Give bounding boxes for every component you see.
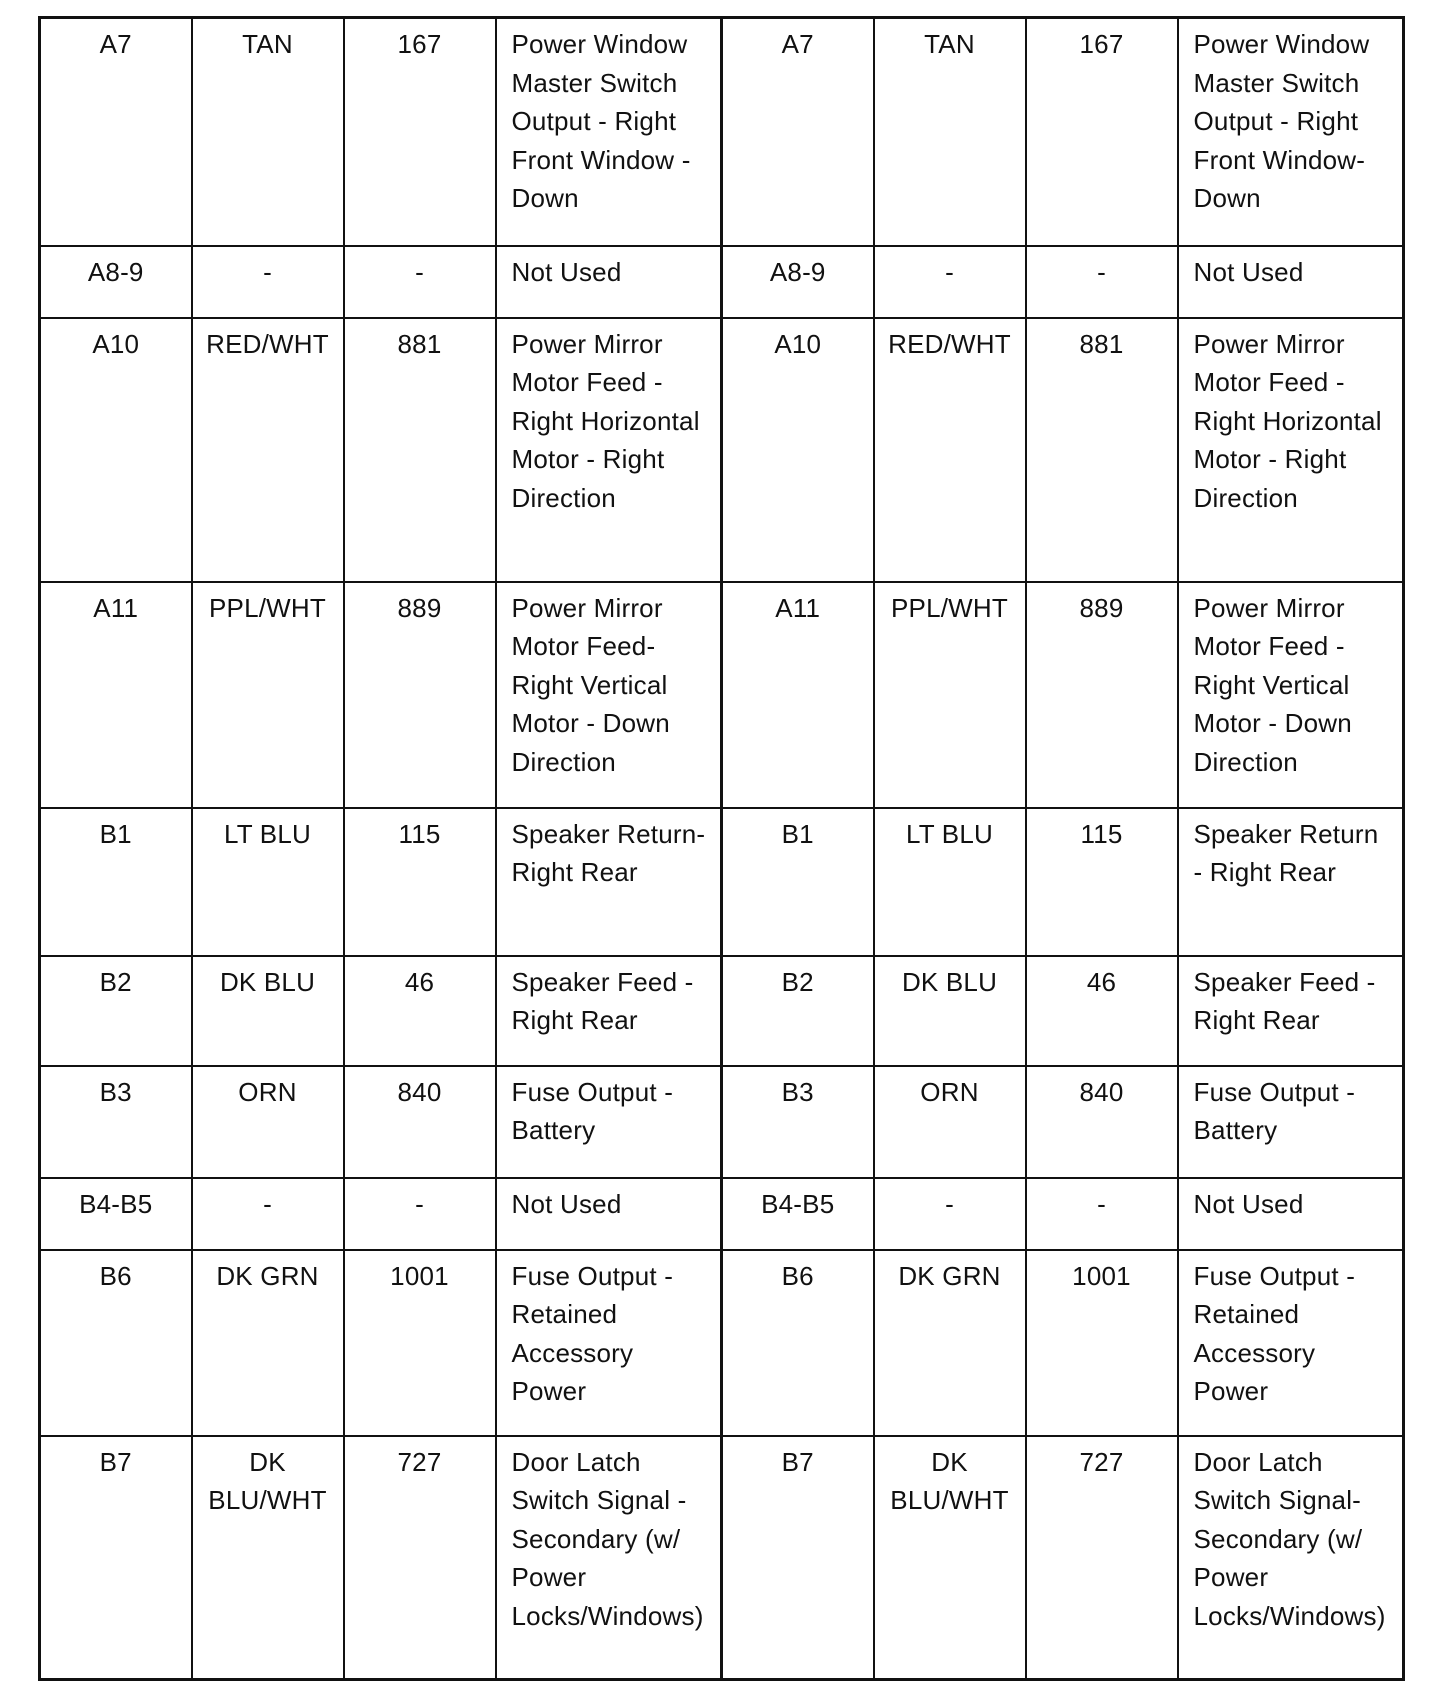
circuit-cell: 167 [344, 18, 496, 246]
cavity-cell: B1 [40, 808, 192, 956]
circuit-cell: 1001 [344, 1250, 496, 1436]
cavity-cell: B6 [722, 1250, 874, 1436]
wire-color-cell: DK BLU [192, 956, 344, 1066]
wire-color-cell: - [192, 1178, 344, 1250]
function-cell: Speaker Return- Right Rear [496, 808, 722, 956]
cavity-cell: B7 [40, 1436, 192, 1680]
function-cell: Speaker Feed - Right Rear [1178, 956, 1404, 1066]
function-cell: Door Latch Switch Signal - Secondary (w/ Power Locks/Windows) [496, 1436, 722, 1680]
function-cell: Fuse Output - Battery [496, 1066, 722, 1178]
circuit-cell: - [1026, 1178, 1178, 1250]
table-row [40, 1436, 1404, 1680]
table-row [40, 1178, 1404, 1250]
connector-pinout-table [38, 16, 1405, 1681]
function-cell: Power Mirror Motor Feed - Right Vertical Motor - Down Direction [1178, 582, 1404, 808]
wire-color-cell: ORN [874, 1066, 1026, 1178]
function-cell: Fuse Output - Retained Accessory Power [496, 1250, 722, 1436]
wire-color-cell: DK BLU/WHT [874, 1436, 1026, 1680]
cavity-cell: B1 [722, 808, 874, 956]
circuit-cell: 727 [344, 1436, 496, 1680]
function-cell: Not Used [1178, 246, 1404, 318]
function-cell: Door Latch Switch Signal- Secondary (w/ Power Locks/Windows) [1178, 1436, 1404, 1680]
cavity-cell: A11 [40, 582, 192, 808]
circuit-cell: - [344, 246, 496, 318]
circuit-cell: 881 [344, 318, 496, 582]
function-cell: Speaker Feed - Right Rear [496, 956, 722, 1066]
cavity-cell: A7 [722, 18, 874, 246]
cavity-cell: B3 [40, 1066, 192, 1178]
circuit-cell: 727 [1026, 1436, 1178, 1680]
cavity-cell: B6 [40, 1250, 192, 1436]
circuit-cell: - [344, 1178, 496, 1250]
function-cell: Power Window Master Switch Output - Right Front Window- Down [1178, 18, 1404, 246]
circuit-cell: 881 [1026, 318, 1178, 582]
table-row [40, 18, 1404, 246]
function-cell: Power Mirror Motor Feed- Right Vertical Motor - Down Direction [496, 582, 722, 808]
function-cell: Fuse Output - Retained Accessory Power [1178, 1250, 1404, 1436]
cavity-cell: B3 [722, 1066, 874, 1178]
function-cell: Not Used [496, 246, 722, 318]
wire-color-cell: RED/WHT [192, 318, 344, 582]
function-cell: Not Used [496, 1178, 722, 1250]
wire-color-cell: - [192, 246, 344, 318]
cavity-cell: B7 [722, 1436, 874, 1680]
cavity-cell: B2 [722, 956, 874, 1066]
function-cell: Power Mirror Motor Feed - Right Horizontal Motor - Right Direction [496, 318, 722, 582]
cavity-cell: B2 [40, 956, 192, 1066]
circuit-cell: - [1026, 246, 1178, 318]
wire-color-cell: DK GRN [874, 1250, 1026, 1436]
wire-color-cell: PPL/WHT [192, 582, 344, 808]
function-cell: Power Window Master Switch Output - Right Front Window - Down [496, 18, 722, 246]
wire-color-cell: TAN [874, 18, 1026, 246]
table-row [40, 246, 1404, 318]
table-row [40, 318, 1404, 582]
function-cell: Speaker Return - Right Rear [1178, 808, 1404, 956]
circuit-cell: 46 [1026, 956, 1178, 1066]
table-row [40, 1066, 1404, 1178]
circuit-cell: 889 [344, 582, 496, 808]
wire-color-cell: TAN [192, 18, 344, 246]
cavity-cell: A10 [40, 318, 192, 582]
circuit-cell: 115 [1026, 808, 1178, 956]
cavity-cell: A11 [722, 582, 874, 808]
circuit-cell: 46 [344, 956, 496, 1066]
cavity-cell: A10 [722, 318, 874, 582]
table-row [40, 956, 1404, 1066]
wire-color-cell: DK BLU/WHT [192, 1436, 344, 1680]
wire-color-cell: DK BLU [874, 956, 1026, 1066]
table-row [40, 808, 1404, 956]
wire-color-cell: PPL/WHT [874, 582, 1026, 808]
wire-color-cell: - [874, 1178, 1026, 1250]
table-row [40, 582, 1404, 808]
wire-color-cell: - [874, 246, 1026, 318]
cavity-cell: A8-9 [722, 246, 874, 318]
circuit-cell: 889 [1026, 582, 1178, 808]
cavity-cell: A8-9 [40, 246, 192, 318]
circuit-cell: 840 [344, 1066, 496, 1178]
wire-color-cell: ORN [192, 1066, 344, 1178]
wire-color-cell: DK GRN [192, 1250, 344, 1436]
function-cell: Fuse Output - Battery [1178, 1066, 1404, 1178]
circuit-cell: 115 [344, 808, 496, 956]
circuit-cell: 167 [1026, 18, 1178, 246]
circuit-cell: 1001 [1026, 1250, 1178, 1436]
circuit-cell: 840 [1026, 1066, 1178, 1178]
wire-color-cell: LT BLU [192, 808, 344, 956]
table-row [40, 1250, 1404, 1436]
cavity-cell: A7 [40, 18, 192, 246]
function-cell: Not Used [1178, 1178, 1404, 1250]
cavity-cell: B4-B5 [40, 1178, 192, 1250]
function-cell: Power Mirror Motor Feed - Right Horizontal Motor - Right Direction [1178, 318, 1404, 582]
wire-color-cell: RED/WHT [874, 318, 1026, 582]
cavity-cell: B4-B5 [722, 1178, 874, 1250]
wire-color-cell: LT BLU [874, 808, 1026, 956]
